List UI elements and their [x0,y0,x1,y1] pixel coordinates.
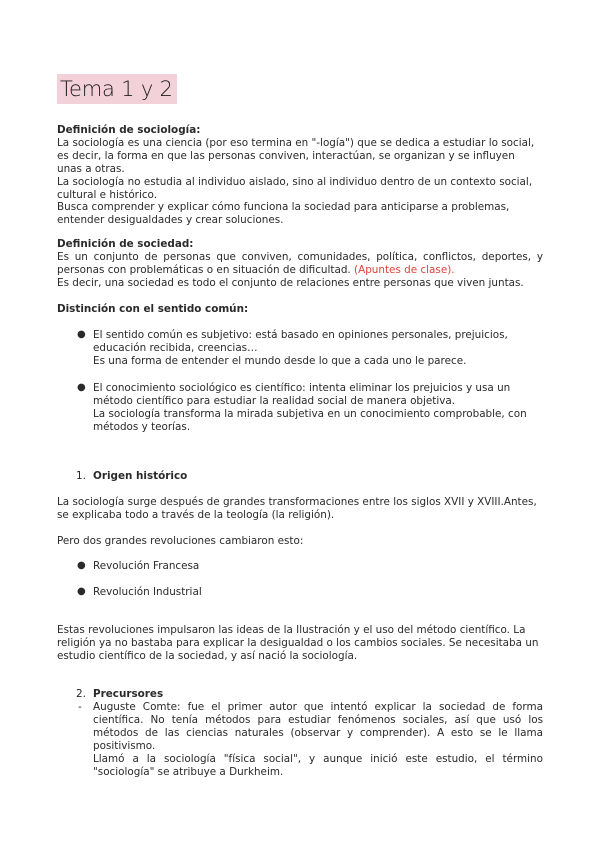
list-item [57,586,543,599]
section-definicion-sociologia [57,124,543,227]
list-number: 2. [76,688,86,700]
section-definicion-sociedad [57,238,543,290]
paragraph: Auguste Comte: fue el primer autor que intentó explicar la sociedad de forma científica. No tenía métodos para estudiar fenómenos sociales, así que usó los métodos de las ciencias naturales (observar y comprender). A esto se le llama positivismo. [93,701,543,752]
bullet-icon: ● [77,382,86,393]
bullet-text: Revolución Francesa [93,560,200,572]
bullet-text: Revolución Industrial [93,586,202,598]
bullet-text: El conocimiento sociológico es científico: intenta eliminar los prejuicios y usa un método científico para estudiar la realidad social de manera objetiva. [93,382,511,407]
paragraph-block [57,624,543,663]
paragraph: Estas revoluciones impulsaron las ideas de la Ilustración y el uso del método científico. La religión ya no bastaba para explicar la desigualdad o los cambios sociales. Se necesitaba un estudio científico de la sociedad, y así nació la sociología. [57,624,539,662]
list-item [57,382,543,434]
paragraph: Busca comprender y explicar cómo funciona la sociedad para anticiparse a problemas, entender desigualdades y crear soluciones. [57,201,510,227]
list-item [57,329,543,368]
bullet-text: El sentido común es subjetivo: está basado en opiniones personales, prejuicios, educación recibida, creencias… [93,329,508,354]
page-title: Tema 1 y 2 [57,74,177,104]
dash-marker: - [78,701,82,713]
paragraph: Es decir, una sociedad es todo el conjunto de relaciones entre personas que viven juntas. [57,276,524,289]
paragraph [57,251,543,277]
section-heading: Precursores [93,688,164,700]
section-heading: Definición de sociedad: [57,238,194,250]
paragraph: Pero dos grandes revoluciones cambiaron esto: [57,535,304,547]
bullet-icon: ● [77,586,86,597]
bullet-icon: ● [77,329,86,340]
paragraph-block [57,535,543,548]
numbered-heading [57,688,543,701]
paragraph-block [57,496,543,522]
bullet-icon: ● [77,560,86,571]
section-heading: Origen histórico [93,470,188,482]
list-number: 1. [76,470,86,482]
paragraph: La sociología surge después de grandes transformaciones entre los siglos XVII y XVIII.Antes, se explicaba todo a través de la teología (la religión). [57,496,537,521]
paragraph-text: Es un conjunto de personas que conviven, comunidades, política, conflictos, deportes, y personas con problemáticas o en situación de dificultad. [57,250,543,276]
section-heading: Definición de sociología: [57,124,201,136]
bullet-text: Es una forma de entender el mundo desde lo que a cada uno le parece. [93,354,467,367]
paragraph: Llamó a la sociología "física social", y aunque inició este estudio, el término "sociología" se atribuye a Durkheim. [93,752,543,778]
section-heading: Distinción con el sentido común: [57,303,249,315]
section-distincion [57,303,543,316]
class-notes-note: (Apuntes de clase). [354,263,455,276]
bullet-text: La sociología transforma la mirada subjetiva en un conocimiento comprobable, con métodos y teorías. [93,407,527,433]
list-item [57,701,543,778]
paragraph: La sociología no estudia al individuo aislado, sino al individuo dentro de un contexto social, cultural e histórico. [57,175,533,201]
numbered-heading [57,470,543,483]
paragraph: La sociología es una ciencia (por eso termina en "-logía") que se dedica a estudiar lo social, es decir, la forma en que las personas conviven, interactúan, se organizan y se influyen unas a otras. [57,136,535,175]
list-item [57,560,543,573]
